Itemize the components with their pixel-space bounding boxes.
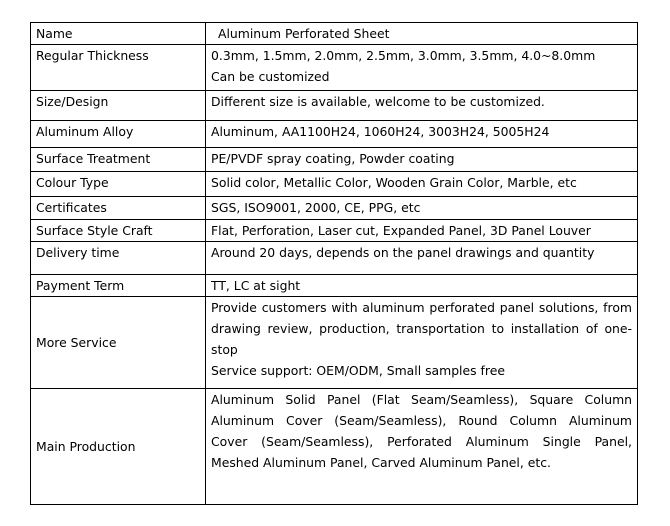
table-row (31, 172, 638, 197)
row-label-cell (31, 172, 206, 197)
table-row (31, 121, 638, 148)
row-label: Main Production (36, 439, 136, 454)
row-label: Certificates (36, 200, 107, 215)
row-label-cell (31, 148, 206, 172)
row-value-line: Different size is available, welcome to be customized. (211, 94, 545, 109)
row-label-cell (31, 91, 206, 121)
table-header-row (31, 23, 638, 45)
row-label: Surface Treatment (36, 151, 151, 166)
row-label-cell (31, 389, 206, 505)
spec-table (30, 22, 638, 505)
row-value-paragraph: Provide customers with aluminum perforated panel solutions, from drawing review, production, transportation to installation of one-stop (211, 300, 632, 357)
header-value: Aluminum Perforated Sheet (218, 26, 390, 41)
row-label-cell (31, 220, 206, 242)
row-label-cell (31, 242, 206, 275)
row-value-cell (206, 91, 638, 121)
row-value-cell (206, 148, 638, 172)
row-value-cell (206, 45, 638, 91)
row-label-cell (31, 297, 206, 389)
row-value-line: Around 20 days, depends on the panel drawings and quantity (211, 245, 595, 260)
row-value-cell (206, 197, 638, 220)
row-label: Colour Type (36, 175, 109, 190)
row-value-line: TT, LC at sight (211, 278, 301, 293)
row-label-cell (31, 197, 206, 220)
table-row (31, 297, 638, 389)
table-row (31, 220, 638, 242)
row-value-cell (206, 389, 638, 505)
row-label: Aluminum Alloy (36, 124, 134, 139)
row-label: Payment Term (36, 278, 125, 293)
table-row (31, 91, 638, 121)
table-row (31, 389, 638, 505)
table-row (31, 45, 638, 91)
row-value-cell (206, 242, 638, 275)
row-value-line: Flat, Perforation, Laser cut, Expanded Panel, 3D Panel Louver (211, 223, 591, 238)
row-label: Delivery time (36, 245, 120, 260)
row-value-line: Can be customized (211, 69, 330, 84)
row-value-cell (206, 220, 638, 242)
row-label-cell (31, 121, 206, 148)
row-label-cell (31, 45, 206, 91)
row-value-cell (206, 297, 638, 389)
table-row (31, 242, 638, 275)
row-value-line: 0.3mm, 1.5mm, 2.0mm, 2.5mm, 3.0mm, 3.5mm, 4.0~8.0mm (211, 48, 596, 63)
row-value-line: Aluminum, AA1100H24, 1060H24, 3003H24, 5005H24 (211, 124, 550, 139)
row-label-cell (31, 275, 206, 297)
row-value-line: SGS, ISO9001, 2000, CE, PPG, etc (211, 200, 421, 215)
row-value-line: PE/PVDF spray coating, Powder coating (211, 151, 455, 166)
header-label-cell (31, 23, 206, 45)
row-value-cell (206, 121, 638, 148)
row-value-cell (206, 172, 638, 197)
table-row (31, 197, 638, 220)
row-label: Regular Thickness (36, 48, 149, 63)
row-value-line: Service support: OEM/ODM, Small samples free (211, 363, 505, 378)
row-label: Size/Design (36, 94, 109, 109)
header-label: Name (36, 26, 73, 41)
row-value-cell (206, 275, 638, 297)
row-value-line: Solid color, Metallic Color, Wooden Grain Color, Marble, etc (211, 175, 577, 190)
row-label: More Service (36, 335, 117, 350)
table-row (31, 275, 638, 297)
table-row (31, 148, 638, 172)
row-value-paragraph: Aluminum Solid Panel (Flat Seam/Seamless), Square Column Aluminum Cover (Seam/Seamless), Round Column Aluminum Cover (Seam/Seamless), Perforated Aluminum Single Panel, Meshed Aluminum Panel, Carved Aluminum Panel, etc. (211, 392, 632, 470)
header-value-cell (206, 23, 638, 45)
row-label: Surface Style Craft (36, 223, 153, 238)
